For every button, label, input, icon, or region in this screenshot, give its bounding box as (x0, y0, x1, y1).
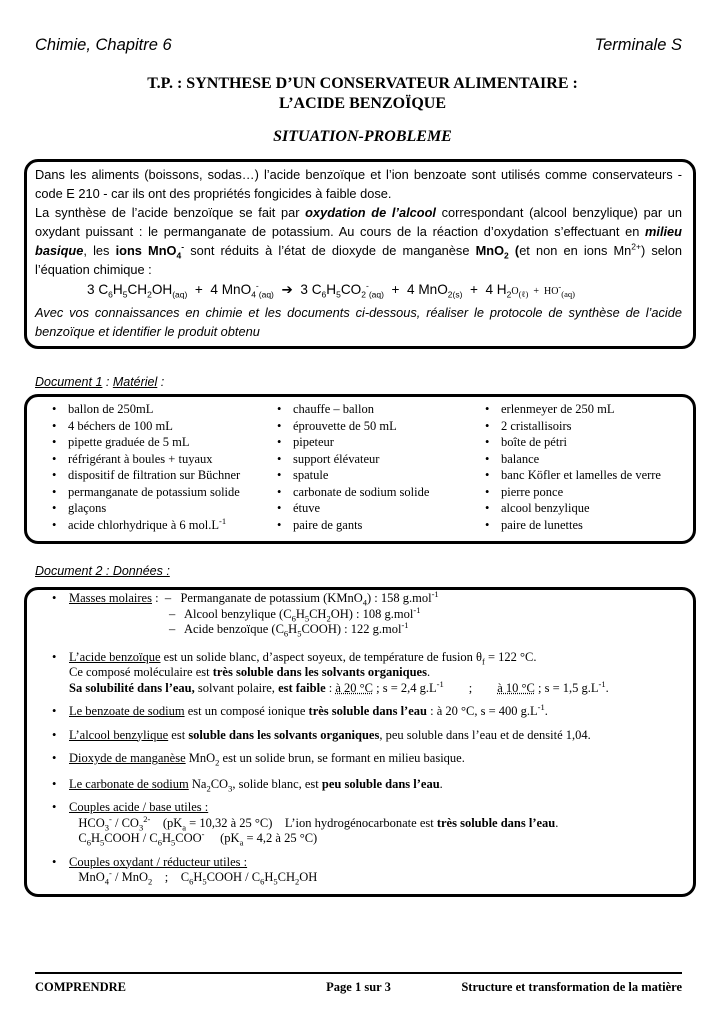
chemical-equation: 3 $C_6H_5CH_2OH_{(aq)} + 4$ MnO$_4$-$_{(aq)}$ ➔ 3 $C_6H_5CO_2^-_{(aq)} + 4$ MnO$_{2(s)}$ + 4 $H_2O_{(\ell)} + HO^-_{(aq)}$ (87, 280, 575, 300)
list-item: • carbonate de sodium solide (275, 484, 429, 501)
list-item: • Couples oxydant / réducteur utiles : MnO$_4$- / MnO$_2$ ; $C_6H_5COOH / C_6H_5CH_2OH$ (35, 855, 685, 886)
list-item: • 4 béchers de 100 mL (50, 418, 240, 435)
list-item: • Masses molaires : – Permanganate de potassium (KMnO$_4$) : 158 g.mol$^{-1}$ – Alcool benzylique $(C_6H_5CH_2OH)$ : 108 g.mol$^{-1}$ – Acide benzoïque $(C_6H_5COOH)$ : 122 g.mol$^{-1}$ (35, 591, 685, 638)
list-item: • acide chlorhydrique à 6 $mol.L^{-1}$ (50, 517, 240, 534)
title-line-1: T.P. : SYNTHESE D’UN CONSERVATEUR ALIMENTAIRE : (147, 75, 578, 92)
list-item: • pipeteur (275, 434, 429, 451)
list-item: • L’acide benzoïque est un solide blanc, d’aspect soyeux, de température de fusion $\theta_f = 122$ °C. Ce composé moléculaire est très soluble dans les solvants organiques. Sa solubilité dans l’eau, solvant polaire, est faible : à 20 °C ; s = 2,4 $g.L^{-1}$ ; à 10 °C ; s = 1,5 $g.L^{-1}$. (35, 650, 685, 697)
list-item: • erlenmeyer de 250 mL (483, 401, 661, 418)
list-item: • pipette graduée de 5 mL (50, 434, 240, 451)
data-list (35, 588, 685, 887)
list-item: • étuve (275, 500, 429, 517)
document-1-label: Document 1 : Matériel : (35, 375, 165, 389)
list-item: • support élévateur (275, 451, 429, 468)
list-item: • Le carbonate de sodium $Na_2CO_3$, solide blanc, est peu soluble dans l’eau. (35, 777, 685, 793)
list-item: • balance (483, 451, 661, 468)
list-item: • paire de lunettes (483, 517, 661, 534)
list-item: • Le benzoate de sodium est un composé ionique très soluble dans l’eau : à 20 °C, s = 400 $g.L^{-1}$. (35, 704, 685, 720)
list-item: • alcool benzylique (483, 500, 661, 517)
list-item: • L’alcool benzylique est soluble dans les solvants organiques, peu soluble dans l’eau et de densité 1,04. (35, 728, 685, 744)
list-item: • permanganate de potassium solide (50, 484, 240, 501)
situation-heading: SITUATION-PROBLEME (273, 128, 452, 145)
page-title (0, 74, 725, 114)
situation-paragraph-3: Avec vos connaissances en chimie et les documents ci-dessous, réaliser le protocole de synthèse de l’acide benzoïque et identifier le produit obtenu (35, 305, 682, 339)
footer-right: Structure et transformation de la matière (461, 980, 682, 994)
materials-column-1 (50, 401, 240, 533)
document-2-label: Document 2 : Données : (35, 564, 170, 578)
list-item: • Dioxyde de manganèse MnO$_2$ est un solide brun, se formant en milieu basique. (35, 751, 685, 767)
list-item: • banc Köfler et lamelles de verre (483, 467, 661, 484)
page-header (35, 36, 682, 60)
situation-paragraph-2: La synthèse de l’acide benzoïque se fait par oxydation de l’alcool correspondant (alcool benzylique) par un oxydant puissant : le permanganate de potassium. Au cours de la réaction d’oxydation s’effectuant en milieu basique, les ions MnO$_4$- sont réduits à l’état de dioxyde de manganèse MnO$_2$ (et non en ions $Mn^{2+}$) selon l’équation chimique : (35, 205, 683, 277)
materials-column-2 (275, 401, 429, 533)
list-item: • ballon de 250mL (50, 401, 240, 418)
materials-column-3 (483, 401, 661, 533)
page-number: Page 1 sur 3 (326, 980, 391, 994)
list-item: • paire de gants (275, 517, 429, 534)
footer-left: COMPRENDRE (35, 980, 126, 994)
page-footer (35, 980, 682, 995)
list-item: • Couples acide / base utiles : $HCO_3^- / CO_3^{2-}$ ($pK_a = 10,32$ à 25 °C) L’ion hydrogénocarbonate est très soluble dans l’eau. $C_6H_5COOH / C_6H_5COO^-$ ($pK_a = 4,2$ à 25 °C) (35, 800, 685, 847)
chapter-label: Chimie, Chapitre 6 (35, 36, 172, 54)
list-item: • dispositif de filtration sur Büchner (50, 467, 240, 484)
list-item: • spatule (275, 467, 429, 484)
class-label: Terminale S (594, 36, 682, 54)
list-item: • éprouvette de 50 mL (275, 418, 429, 435)
title-line-2: L’ACIDE BENZOÏQUE (278, 95, 446, 112)
list-item: • pierre ponce (483, 484, 661, 501)
list-item: • glaçons (50, 500, 240, 517)
list-item: • 2 cristallisoirs (483, 418, 661, 435)
list-item: • boîte de pétri (483, 434, 661, 451)
footer-divider (35, 972, 682, 974)
situation-text (35, 165, 682, 341)
list-item: • réfrigérant à boules + tuyaux (50, 451, 240, 468)
list-item: • chauffe – ballon (275, 401, 429, 418)
situation-paragraph-1: Dans les aliments (boissons, sodas…) l’acide benzoïque et l’ion benzoate sont utilisés comme conservateurs - code E 210 - car ils ont des propriétés fongicides à faible dose. (35, 167, 682, 201)
